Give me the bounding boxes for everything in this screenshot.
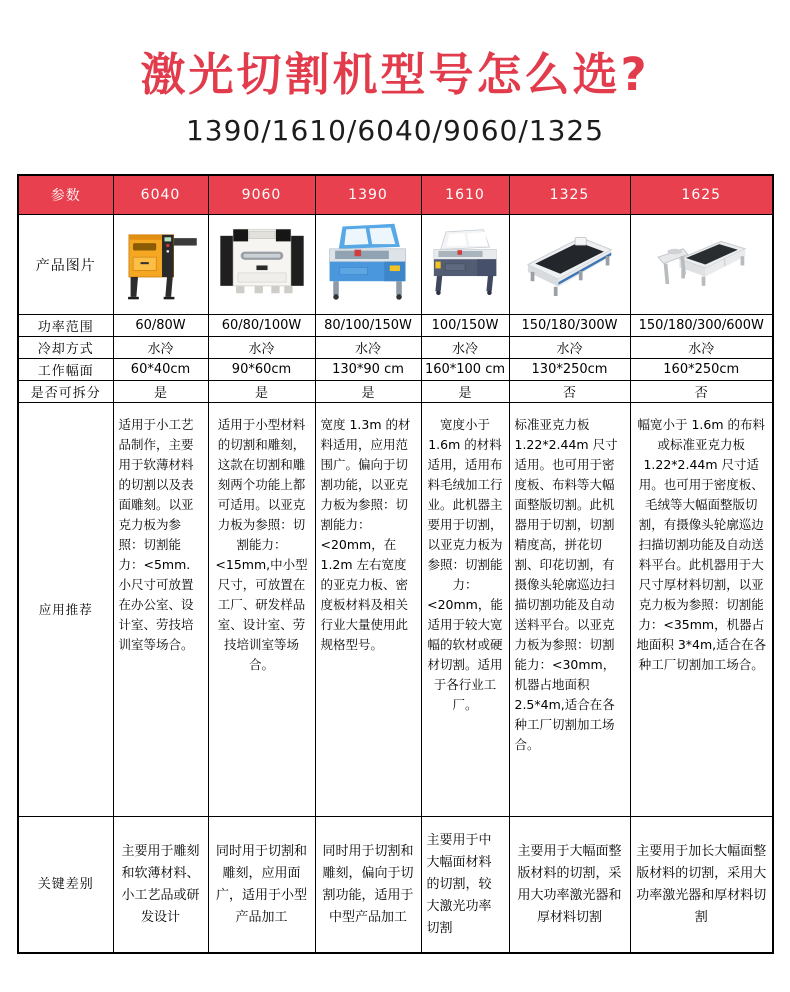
power-6040: 60/80W <box>113 315 208 337</box>
laser-engraver-6040-image <box>119 221 202 309</box>
cooling-1625: 水冷 <box>630 337 773 359</box>
cooling-9060: 水冷 <box>208 337 315 359</box>
key-difference-1325: 主要用于大幅面整版材料的切割，采用大功率激光器和厚材料切割 <box>509 817 630 954</box>
power-1390: 80/100/150W <box>315 315 421 337</box>
cooling-6040: 水冷 <box>113 337 208 359</box>
detachable-row <box>18 381 773 403</box>
detachable-9060: 是 <box>208 381 315 403</box>
product-image-row <box>18 215 773 315</box>
application-6040: 适用于小工艺品制作，主要用于软薄材料的切割以及表面雕刻。以亚克力板为参照：切割能力：<5mm.小尺寸可放置在办公室、设计室、劳技培训室等场合。 <box>113 403 208 817</box>
param-header-cell: 参数 <box>18 175 113 215</box>
product-image-cell-6040 <box>113 215 208 315</box>
detachable-6040: 是 <box>113 381 208 403</box>
work-area-1610: 160*100 cm <box>421 359 509 381</box>
laser-cutter-1390-image <box>321 221 414 309</box>
key-difference-6040: 主要用于雕刻和软薄材料、小工艺品或研发设计 <box>113 817 208 954</box>
product-image-cell-1390 <box>315 215 421 315</box>
comparison-table <box>17 174 774 954</box>
model-header-1625: 1625 <box>630 175 773 215</box>
cooling-1610: 水冷 <box>421 337 509 359</box>
row-label-key-difference: 关键差别 <box>18 817 113 954</box>
work-area-1390: 130*90 cm <box>315 359 421 381</box>
application-1610: 宽度小于 1.6m 的材料适用，适用布料毛绒加工行业。此机器主要用于切割，以亚克力板为参照：切割能力：<20mm，能适用于较大宽幅的软材或硬材切割。适用于各行业工厂。 <box>421 403 509 817</box>
application-9060: 适用于小型材料的切割和雕刻，这款在切割和雕刻两个功能上都可适用。以亚克力板为参照：切割能力：<15mm,中小型尺寸，可放置在工厂、研发样品室、设计室、劳技培训室等场合。 <box>208 403 315 817</box>
key-difference-9060: 同时用于切割和雕刻，应用面广，适用于小型产品加工 <box>208 817 315 954</box>
cooling-1390: 水冷 <box>315 337 421 359</box>
flatbed-laser-1625-image <box>638 221 765 309</box>
model-header-1325: 1325 <box>509 175 630 215</box>
key-difference-1390: 同时用于切割和雕刻，偏向于切割功能，适用于中型产品加工 <box>315 817 421 954</box>
page-subtitle: 1390/1610/6040/9060/1325 <box>185 114 605 147</box>
power-1325: 150/180/300W <box>509 315 630 337</box>
key-difference-1610: 主要用于中大幅面材料的切割，较大激光功率切割 <box>421 817 509 954</box>
power-9060: 60/80/100W <box>208 315 315 337</box>
cooling-row <box>18 337 773 359</box>
product-image-cell-9060 <box>208 215 315 315</box>
cooling-1325: 水冷 <box>509 337 630 359</box>
work-area-9060: 90*60cm <box>208 359 315 381</box>
flatbed-laser-1325-image <box>516 221 623 309</box>
row-label-detachable: 是否可拆分 <box>18 381 113 403</box>
row-label-work-area: 工作幅面 <box>18 359 113 381</box>
application-1625: 幅宽小于 1.6m 的布料或标准亚克力板 1.22*2.44m 尺寸适用。也可用于密度板、毛绒等大幅面整版切割，有摄像头轮廓巡边扫描切割功能及自动送料平台。此机器用于大尺寸厚材料切割，以亚克力板为参照：切割能力：<35mm，机器占地面积 3*4m,适合在各种工厂切割加工场合。 <box>630 403 773 817</box>
detachable-1610: 是 <box>421 381 509 403</box>
laser-cutter-1610-image <box>427 221 503 309</box>
application-1390: 宽度 1.3m 的材料适用，应用范围广。偏向于切割功能，以亚克力板为参照：切割能力：<20mm，在 1.2m 左右宽度的亚克力板、密度板材料及相关行业大量使用此规格型号。 <box>315 403 421 817</box>
power-1625: 150/180/300/600W <box>630 315 773 337</box>
product-image-cell-1610 <box>421 215 509 315</box>
row-label-product-image: 产品图片 <box>18 215 113 315</box>
model-header-6040: 6040 <box>113 175 208 215</box>
laser-cutter-9060-image <box>215 221 309 309</box>
work-area-6040: 60*40cm <box>113 359 208 381</box>
row-label-cooling: 冷却方式 <box>18 337 113 359</box>
work-area-row <box>18 359 773 381</box>
table-header-row <box>18 175 773 215</box>
power-1610: 100/150W <box>421 315 509 337</box>
product-image-cell-1625 <box>630 215 773 315</box>
model-header-1390: 1390 <box>315 175 421 215</box>
application-1325: 标准亚克力板 1.22*2.44m 尺寸适用。也可用于密度板、布料等大幅面整版切割。此机器用于切割，切割精度高，拼花切割、印花切割，有摄像头轮廓巡边扫描切割功能及自动送料平台。以亚克力板为参照：切割能力：<30mm，机器占地面积 2.5*4m,适合在各种工厂切割加工场合。 <box>509 403 630 817</box>
work-area-1625: 160*250cm <box>630 359 773 381</box>
detachable-1390: 是 <box>315 381 421 403</box>
model-header-9060: 9060 <box>208 175 315 215</box>
key-difference-row <box>18 817 773 954</box>
product-image-cell-1325 <box>509 215 630 315</box>
detachable-1625: 否 <box>630 381 773 403</box>
model-header-1610: 1610 <box>421 175 509 215</box>
row-label-power-range: 功率范围 <box>18 315 113 337</box>
application-row <box>18 403 773 817</box>
page-title: 激光切割机型号怎么选? <box>140 48 650 101</box>
detachable-1325: 否 <box>509 381 630 403</box>
work-area-1325: 130*250cm <box>509 359 630 381</box>
key-difference-1625: 主要用于加长大幅面整版材料的切割，采用大功率激光器和厚材料切割 <box>630 817 773 954</box>
power-range-row <box>18 315 773 337</box>
row-label-application: 应用推荐 <box>18 403 113 817</box>
